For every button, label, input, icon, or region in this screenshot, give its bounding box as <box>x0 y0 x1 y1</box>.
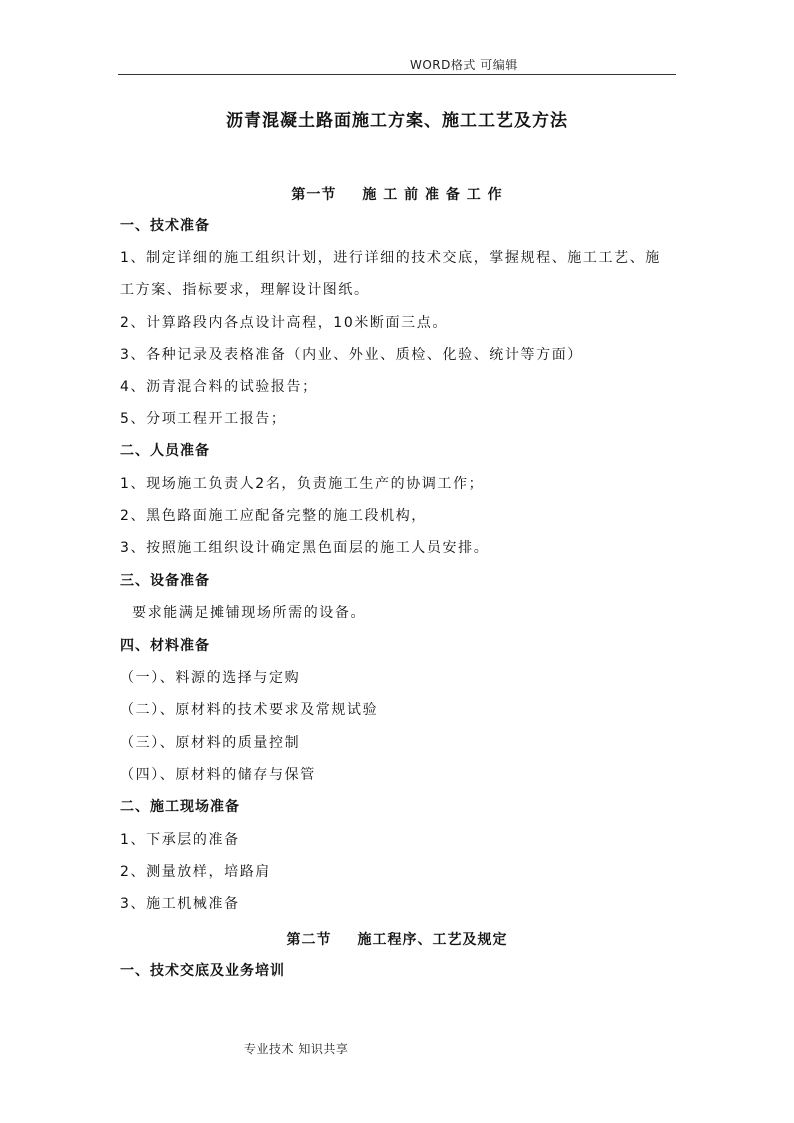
section-1-name: 施 工 前 准 备 工 作 <box>362 187 503 203</box>
material-prep-item-1: （一）、料源的选择与定购 <box>120 670 301 686</box>
staff-prep-item-3: 3、按照施工组织设计确定黑色面层的施工人员安排。 <box>120 540 490 556</box>
staff-prep-item-2: 2、黑色路面施工应配备完整的施工段机构， <box>120 508 427 524</box>
site-prep-item-1: 1、下承层的准备 <box>120 832 240 848</box>
tech-prep-item-1-cont: 工方案、指标要求，理解设计图纸。 <box>120 282 370 298</box>
tech-prep-item-4: 4、沥青混合料的试验报告； <box>120 379 318 395</box>
tech-prep-item-3: 3、各种记录及表格准备（内业、外业、质检、化验、统计等方面） <box>120 347 583 363</box>
site-prep-heading: 二、施工现场准备 <box>120 799 240 815</box>
tech-prep-item-1: 1、制定详细的施工组织计划，进行详细的技术交底，掌握规程、施工工艺、施 <box>120 250 661 266</box>
footer-text: 专业技术 知识共享 <box>244 1042 349 1056</box>
document-title: 沥青混凝土路面施工方案、施工工艺及方法 <box>226 111 568 131</box>
equip-prep-heading: 三、设备准备 <box>120 573 210 589</box>
material-prep-item-4: （四）、原材料的储存与保管 <box>120 767 316 783</box>
section-1-title <box>0 184 794 204</box>
header-text: WORD格式 可编辑 <box>410 58 518 72</box>
section-2-title <box>0 929 794 949</box>
header-rule <box>118 74 676 75</box>
staff-prep-heading: 二、人员准备 <box>120 443 210 459</box>
site-prep-item-2: 2、测量放样，培路肩 <box>120 864 271 880</box>
equip-prep-text: 要求能满足摊铺现场所需的设备。 <box>120 605 367 621</box>
tech-prep-item-5: 5、分项工程开工报告； <box>120 411 287 427</box>
section-1-number: 第一节 <box>291 187 337 203</box>
tech-prep-heading: 一、技术准备 <box>120 218 210 234</box>
material-prep-item-2: （二）、原材料的技术要求及常规试验 <box>120 702 379 718</box>
tech-prep-item-2: 2、计算路段内各点设计高程，10米断面三点。 <box>120 315 448 331</box>
site-prep-item-3: 3、施工机械准备 <box>120 896 240 912</box>
section-2-number: 第二节 <box>286 932 332 948</box>
material-prep-item-3: （三）、原材料的质量控制 <box>120 735 301 751</box>
training-heading: 一、技术交底及业务培训 <box>120 963 285 979</box>
material-prep-heading: 四、材料准备 <box>120 638 210 654</box>
section-2-name: 施工程序、工艺及规定 <box>357 932 508 948</box>
staff-prep-item-1: 1、现场施工负责人2名，负责施工生产的协调工作； <box>120 476 485 492</box>
